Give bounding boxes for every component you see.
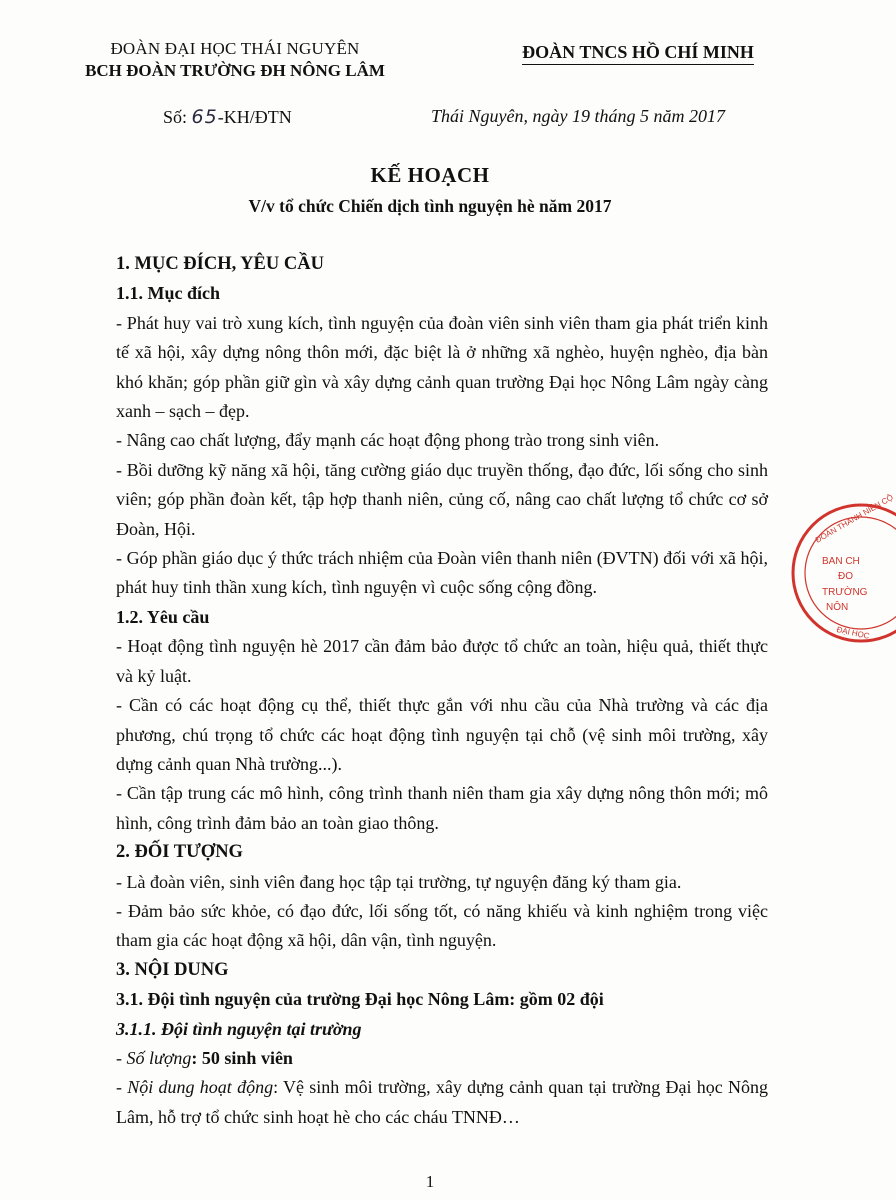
paragraph: - Bồi dưỡng kỹ năng xã hội, tăng cường giáo dục truyền thống, đạo đức, lối sống cho sinh viên; góp phần đoàn kết, tập hợp thanh niên, củng cố, nâng cao chất lượng tổ chức cơ sở Đoàn, Hội. xyxy=(116,459,768,539)
subsection-heading: 3.1. Đội tình nguyện của trường Đại học Nông Lâm: gồm 02 đội xyxy=(116,989,604,1010)
stamp-line-3: TRƯỜNG xyxy=(822,587,868,598)
document-number xyxy=(163,106,292,128)
stamp-arc-bottom: ĐẠI HỌC xyxy=(835,625,871,641)
stamp-line-4: NÔN xyxy=(826,602,849,613)
paragraph: - Phát huy vai trò xung kích, tình nguyện của đoàn viên sinh viên tham gia phát triển kinh tế xã hội, xây dựng nông thôn mới, đặc biệt là ở những xã nghèo, huyện nghèo, địa bàn khó khăn; góp phần giữ gìn và xây dựng cảnh quan trường Đại học Nông Lâm ngày càng xanh – sạch – đẹp. xyxy=(116,312,768,422)
section-heading: 1. MỤC ĐÍCH, YÊU CẦU xyxy=(116,254,324,274)
doc-no-prefix: Số: xyxy=(163,107,188,127)
official-seal-stamp xyxy=(786,492,896,648)
activity-label: - Nội dung hoạt động xyxy=(116,1077,274,1098)
motto xyxy=(488,42,788,63)
date-line: Thái Nguyên, ngày 19 tháng 5 năm 2017 xyxy=(431,106,725,126)
subsubsection-heading: 3.1.1. Đội tình nguyện tại trường xyxy=(116,1018,362,1039)
paragraph: - Nâng cao chất lượng, đẩy mạnh các hoạt động phong trào trong sinh viên. xyxy=(116,430,660,451)
paragraph: - Là đoàn viên, sinh viên đang học tập tại trường, tự nguyện đăng ký tham gia. xyxy=(116,871,682,892)
activity-value: : Vệ sinh môi trường, xây dựng cảnh quan tại trường Đại học Nông Lâm, hỗ trợ tổ chức sinh hoạt hè cho các cháu TNNĐ… xyxy=(116,1077,768,1127)
stamp-line-1: BAN CH xyxy=(822,556,860,567)
quantity-label: - Số lượng xyxy=(116,1047,192,1068)
doc-no-suffix: -KH/ĐTN xyxy=(217,107,292,127)
paragraph: - Góp phần giáo dục ý thức trách nhiệm của Đoàn viên thanh niên (ĐVTN) đối với xã hội, phát huy tinh thần xung kích, tình nguyện vì cuộc sống cộng đồng. xyxy=(116,548,768,598)
issuing-organization xyxy=(70,38,400,82)
paragraph: - Cần tập trung các mô hình, công trình thanh niên tham gia xây dựng nông thôn mới; mô hình, công trình đảm bảo an toàn giao thông. xyxy=(116,783,768,833)
section-heading: 3. NỘI DUNG xyxy=(116,959,229,980)
section-heading: 2. ĐỐI TƯỢNG xyxy=(116,842,243,863)
paragraph: - Hoạt động tình nguyện hè 2017 cần đảm bảo được tổ chức an toàn, hiệu quả, thiết thực và kỷ luật. xyxy=(116,636,768,686)
motto-text: ĐOÀN TNCS HỒ CHÍ MINH xyxy=(522,42,754,65)
activity-content xyxy=(116,1073,768,1132)
document-subtitle: V/v tổ chức Chiến dịch tình nguyện hè năm 2017 xyxy=(248,196,612,216)
document-body xyxy=(116,250,768,1132)
page-number: 1 xyxy=(425,1172,435,1191)
issuing-committee: BCH ĐOÀN TRƯỜNG ĐH NÔNG LÂM xyxy=(85,61,385,80)
subsection-heading: 1.1. Mục đích xyxy=(116,283,221,304)
parent-org: ĐOÀN ĐẠI HỌC THÁI NGUYÊN xyxy=(110,39,360,58)
stamp-arc-top: ĐOÀN THANH NIÊN CỘ xyxy=(813,492,895,545)
paragraph: - Đảm bảo sức khỏe, có đạo đức, lối sống tốt, có năng khiếu và kinh nghiệm trong việc tham gia các hoạt động xã hội, dân vận, tình nguyện. xyxy=(116,900,768,951)
stamp-line-2: ĐO xyxy=(838,571,853,582)
paragraph: - Cần có các hoạt động cụ thể, thiết thực gắn với nhu cầu của Nhà trường và các địa phương, chú trọng tổ chức các hoạt động tình nguyện tại chỗ (vệ sinh môi trường, xây dựng cảnh quan Nhà trường...). xyxy=(116,695,768,774)
quantity-line xyxy=(116,1044,768,1073)
document-title: KẾ HOẠCH xyxy=(370,163,490,187)
subsection-heading: 1.2. Yêu cầu xyxy=(116,606,210,627)
doc-no-handwritten: 65 xyxy=(191,106,218,128)
quantity-value: : 50 sinh viên xyxy=(191,1047,293,1068)
